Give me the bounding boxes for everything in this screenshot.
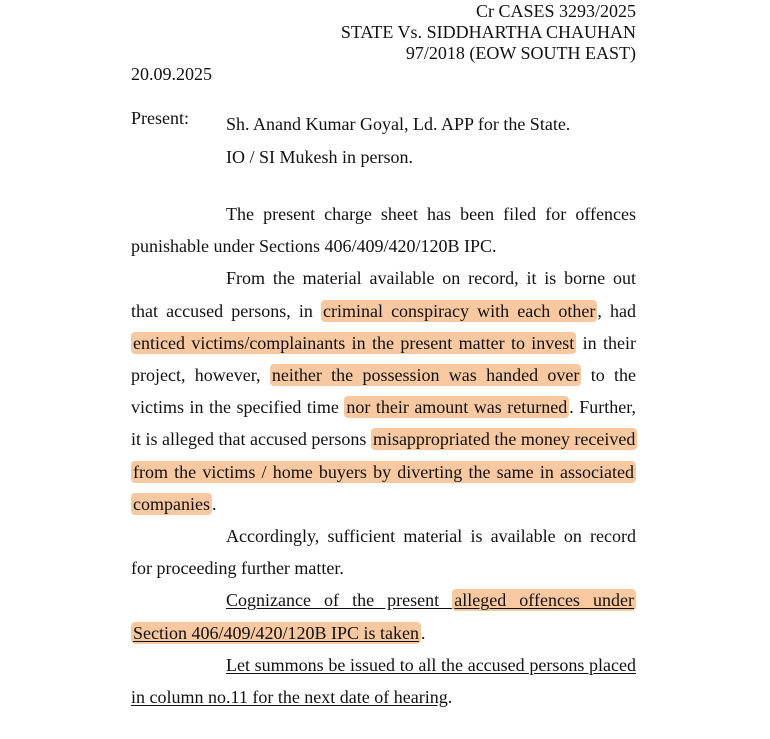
text-segment: , had (597, 300, 636, 321)
text-segment: to the victims in the specified time (131, 365, 636, 418)
highlight-misappropriated[interactable]: misappropriated the money received from the victims / home buyers by diverting the same in associated companies (133, 429, 636, 514)
text-segment: . (211, 493, 217, 514)
underlined-text: Let summons be issued to all the accused persons placed in column no.11 for the next date of hearing (131, 654, 636, 708)
text-segment: in their project, however, (131, 332, 636, 386)
present-io: IO / SI Mukesh in person. (226, 147, 413, 167)
paragraph-summons (131, 649, 636, 713)
text-segment: . Further, it is alleged that accused persons (131, 397, 637, 450)
fir-number: 97/2018 (EOW SOUTH EAST) (405, 43, 636, 63)
paragraph-charge-sheet (131, 198, 636, 262)
present-app: Sh. Anand Kumar Goyal, Ld. APP for the State. (226, 114, 571, 134)
text-segment: From the material available on record, it is borne out that accused persons, in (131, 268, 636, 321)
highlight-enticed[interactable]: enticed victims/complainants in the present matter to invest (133, 332, 575, 353)
highlight-amount[interactable]: nor their amount was returned (346, 397, 568, 418)
highlight-cognizance[interactable]: alleged offences under Section 406/409/420/120B IPC is taken (133, 590, 634, 643)
present-label: Present: (131, 108, 189, 128)
highlight-possession[interactable]: neither the possession was handed over (271, 365, 580, 386)
paragraph-text: Accordingly, sufficient material is available on record for proceeding further matter. (131, 526, 636, 579)
case-title: STATE Vs. SIDDHARTHA CHAUHAN (340, 22, 636, 42)
paragraph-material (131, 262, 636, 520)
case-number: Cr CASES 3293/2025 (475, 1, 636, 21)
order-body (131, 198, 636, 713)
highlight-conspiracy[interactable]: criminal conspiracy with each other (322, 300, 596, 321)
paragraph-sufficient (131, 520, 636, 584)
present-list (226, 108, 570, 174)
case-header (341, 1, 636, 64)
text-segment: . (421, 622, 426, 643)
order-date: 20.09.2025 (131, 64, 212, 84)
paragraph-cognizance (131, 584, 636, 648)
paragraph-text: The present charge sheet has been filed for offences punishable under Sections 406/409/420/120B IPC. (131, 204, 636, 257)
underlined-text: Cognizance of the present (226, 590, 453, 611)
text-segment: . (447, 687, 453, 708)
